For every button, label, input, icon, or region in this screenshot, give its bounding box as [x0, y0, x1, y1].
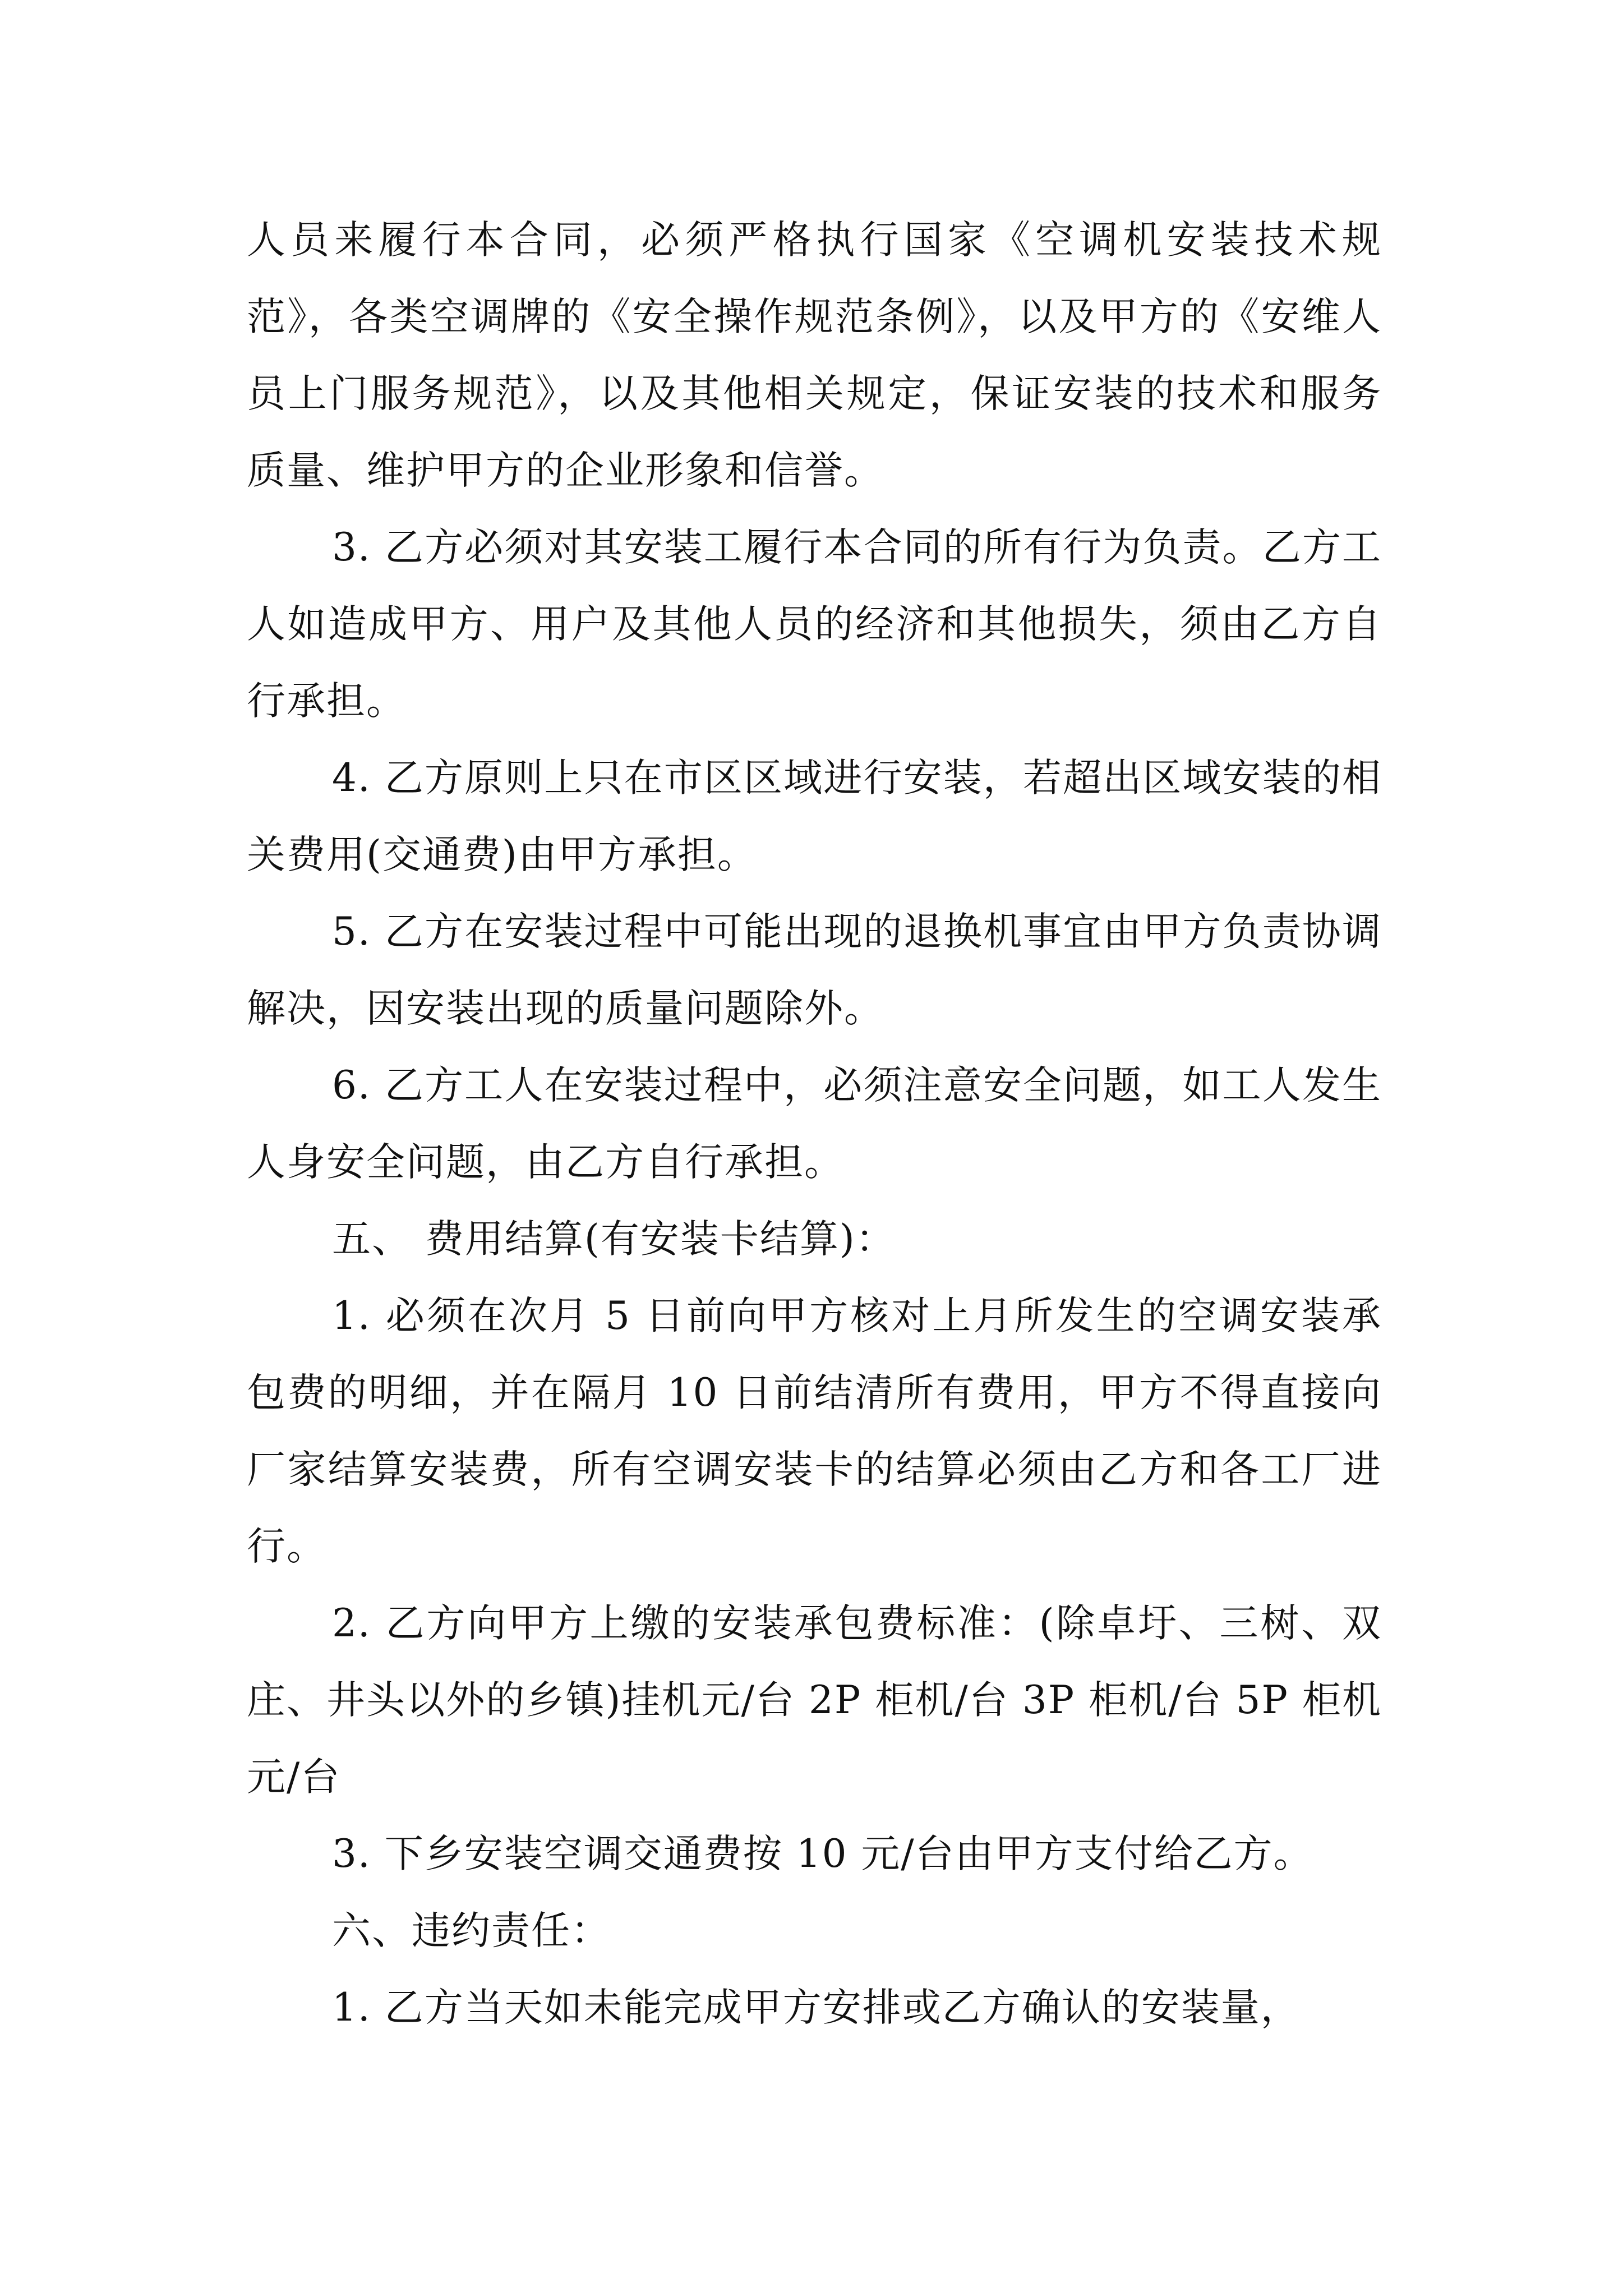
paragraph-8: 3. 下乡安装空调交通费按 10 元/台由甲方支付给乙方。 [332, 1832, 1313, 1876]
contract-body [247, 202, 1382, 2046]
paragraph-6: 1. 必须在次月 5 日前向甲方核对上月所发生的空调安装承包费的明细，并在隔月 10 日前结清所有费用，甲方不得直接向厂家结算安装费，所有空调安装卡的结算必须由乙方和各工厂进行。 [247, 1294, 1382, 1569]
paragraph-4: 5. 乙方在安装过程中可能出现的退换机事宜由甲方负责协调解决，因安装出现的质量问题除外。 [247, 909, 1382, 1031]
paragraph-2: 3. 乙方必须对其安装工履行本合同的所有行为负责。乙方工人如造成甲方、用户及其他人员的经济和其他损失，须由乙方自行承担。 [247, 525, 1382, 724]
paragraph-9: 1. 乙方当天如未能完成甲方安排或乙方确认的安装量， [332, 1985, 1301, 2030]
section-heading-6: 六、违约责任： [332, 1908, 611, 1953]
paragraph-5: 6. 乙方工人在安装过程中，必须注意安全问题，如工人发生人身安全问题，由乙方自行承担。 [247, 1063, 1382, 1185]
paragraph-1: 人员来履行本合同，必须严格执行国家《空调机安装技术规范》，各类空调牌的《安全操作规范条例》，以及甲方的《安维人员上门服务规范》，以及其他相关规定，保证安装的技术和服务质量、维护甲方的企业形象和信誉。 [247, 218, 1382, 493]
paragraph-3: 4. 乙方原则上只在市区区域进行安装，若超出区域安装的相关费用(交通费)由甲方承担。 [247, 756, 1382, 877]
section-heading-5: 五、 费用结算(有安装卡结算)： [332, 1217, 896, 1262]
paragraph-7: 2. 乙方向甲方上缴的安装承包费标准：(除卓圩、三树、双庄、井头以外的乡镇)挂机元/台 2P 柜机/台 3P 柜机/台 5P 柜机元/台 [247, 1601, 1382, 1800]
